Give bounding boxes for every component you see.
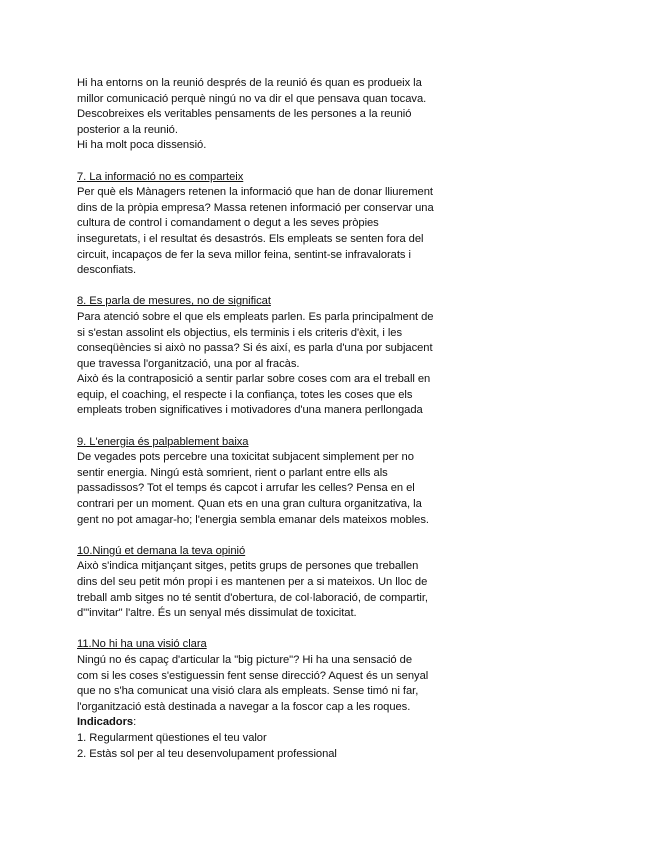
paragraph-line: De vegades pots percebre una toxicitat subjacent simplement per no [77,451,414,464]
paragraph-line: Hi ha entorns on la reunió després de la reunió és quan es produeix la [77,77,422,89]
paragraph-line: conseqüències si això no passa? Si és així, es parla d'una por subjacent [77,342,433,355]
paragraph-line: passadissos? Tot el temps és capcot i arrufar les celles? Pensa en el [77,482,415,495]
intro-paragraph [77,76,467,154]
list-item: 2. Estàs sol per al teu desenvolupament professional [77,747,337,760]
paragraph-line: sentir energia. Ningú està somrient, rient o parlant entre ells als [77,466,388,479]
paragraph-line: dins de la pròpia empresa? Massa retenen informació per conservar una [77,201,434,214]
list-item: 1. Regularment qüestiones el teu valor [77,731,267,744]
paragraph-line: Hi ha molt poca dissensió. [77,139,207,152]
paragraph-line: gent no pot amagar-ho; l'energia sembla emanar dels mateixos mobles. [77,513,429,526]
paragraph-line: com si les coses s'estiguessin fent sense direcció? Aquest és un senyal [77,669,429,682]
spacer [77,622,467,638]
indicators-colon: : [133,716,137,729]
section-11 [77,637,467,715]
paragraph-line: millor comunicació perquè ningú no va dir el que pensava quan tocava. [77,92,427,105]
section-heading: 9. L'energia és palpablement baixa [77,435,249,448]
paragraph-line: Per què els Mànagers retenen la informació que han de donar lliurement [77,186,433,199]
section-10 [77,544,467,622]
paragraph-line: Ningú no és capaç d'articular la "big picture"? Hi ha una sensació de [77,653,412,666]
paragraph-line: si s'estan assolint els objectius, els terminis i els criteris d'èxit, i les [77,326,403,339]
indicators-block [77,715,467,762]
paragraph-line: l'organització està destinada a navegar a la foscor cap a les roques. [77,700,411,713]
spacer [77,528,467,544]
paragraph-line: Descobreixes els veritables pensaments de les persones a la reunió [77,108,412,121]
spacer [77,154,467,170]
paragraph-line: Para atenció sobre el que els empleats parlen. Es parla principalment de [77,310,434,323]
indicators-title: Indicadors [77,716,134,729]
section-9 [77,435,467,529]
paragraph-line: posterior a la reunió. [77,123,178,136]
paragraph-line: treball amb sitges no té sentit d'obertura, de col·laboració, de compartir, [77,591,428,604]
section-heading: 8. Es parla de mesures, no de significat [77,295,271,308]
section-8 [77,294,467,419]
paragraph-line: empleats troben significatives i motivadores d'una manera perllongada [77,404,423,417]
section-7 [77,170,467,279]
paragraph-line: equip, el coaching, el respecte i la confiança, totes les coses que els [77,388,413,401]
paragraph-line: inseguretats, i el resultat és desastrós. Els empleats se senten fora del [77,232,424,245]
paragraph-line: circuit, incapaços de fer la seva millor feina, sentint-se infravalorats i [77,248,411,261]
paragraph-line: que travessa l'organització, una por al fracàs. [77,357,300,370]
paragraph-line: d'"invitar" l'altre. És un senyal més dissimulat de toxicitat. [77,607,357,620]
spacer [77,419,467,435]
indicators-title-line [77,715,467,731]
section-heading: 10.Ningú et demana la teva opinió [77,544,246,557]
section-heading: 11.No hi ha una visió clara [77,638,207,651]
spacer [77,279,467,295]
paragraph-line: cultura de control i comandament o degut a les seves pròpies [77,217,379,230]
document-page [77,76,467,762]
paragraph-line: desconfiats. [77,264,137,277]
paragraph-line: contrari per un moment. Quan ets en una gran cultura organitzativa, la [77,498,422,511]
section-heading: 7. La informació no es comparteix [77,170,244,183]
paragraph-line: Això és la contraposició a sentir parlar sobre coses com ara el treball en [77,373,431,386]
paragraph-line: dins del seu petit món propi i es mantenen per a si mateixos. Un lloc de [77,576,428,588]
paragraph-line: Això s'indica mitjançant sitges, petits grups de persones que treballen [77,560,419,573]
paragraph-line: que no s'ha comunicat una visió clara als empleats. Sense timó ni far, [77,685,419,698]
